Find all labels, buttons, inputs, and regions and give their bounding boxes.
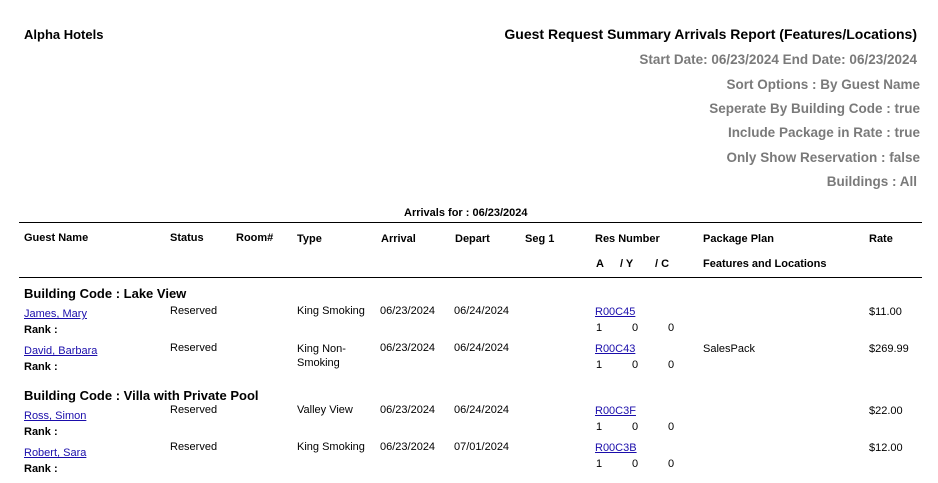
type-cell: Valley View (297, 404, 353, 416)
type-cell: King Smoking (297, 441, 365, 453)
adults-count: 1 (596, 322, 603, 334)
col-features-locations: Features and Locations (703, 258, 827, 270)
arrival-cell: 06/23/2024 (380, 441, 436, 453)
rank-label: Rank : (24, 426, 58, 438)
sort-options: Sort Options : By Guest Name (726, 77, 920, 92)
col-depart: Depart (455, 233, 490, 245)
col-rate: Rate (869, 233, 893, 245)
type-cell: King Smoking (297, 305, 365, 317)
adults-count: 1 (596, 458, 603, 470)
col-seg1: Seg 1 (525, 233, 555, 245)
status-cell: Reserved (170, 404, 218, 416)
rate-cell: $12.00 (869, 442, 903, 454)
rank-label: Rank : (24, 324, 58, 336)
res-number-link[interactable]: R00C3B (595, 442, 637, 454)
company-name: Alpha Hotels (24, 27, 104, 42)
rank-label: Rank : (24, 463, 58, 475)
col-arrival: Arrival (381, 233, 416, 245)
depart-cell: 07/01/2024 (454, 441, 510, 453)
col-adults: A (596, 258, 604, 270)
arrivals-for-date: Arrivals for : 06/23/2024 (404, 207, 528, 219)
rate-cell: $11.00 (869, 306, 902, 318)
header-top-rule (19, 222, 922, 223)
status-cell: Reserved (170, 342, 218, 354)
status-cell: Reserved (170, 305, 218, 317)
arrival-cell: 06/23/2024 (380, 305, 436, 317)
col-status: Status (170, 232, 204, 244)
col-children: / C (655, 258, 670, 270)
youth-count: 0 (632, 458, 639, 470)
rate-cell: $22.00 (869, 405, 903, 417)
youth-count: 0 (632, 359, 639, 371)
youth-count: 0 (632, 421, 639, 433)
col-package-plan: Package Plan (703, 233, 774, 245)
rank-label: Rank : (24, 361, 58, 373)
report-title: Guest Request Summary Arrivals Report (Features/Locations) (504, 26, 917, 42)
col-guest-name: Guest Name (24, 232, 89, 244)
arrival-cell: 06/23/2024 (380, 342, 436, 354)
arrival-cell: 06/23/2024 (380, 404, 436, 416)
rate-cell: $269.99 (869, 343, 909, 355)
res-number-link[interactable]: R00C3F (595, 405, 636, 417)
children-count: 0 (668, 421, 675, 433)
children-count: 0 (668, 322, 675, 334)
building-code-heading: Building Code : Lake View (24, 286, 187, 301)
include-package-option: Include Package in Rate : true (727, 125, 920, 140)
children-count: 0 (668, 458, 675, 470)
col-youth: / Y (620, 258, 634, 270)
adults-count: 1 (596, 421, 603, 433)
only-show-reservation-option: Only Show Reservation : false (726, 150, 920, 165)
buildings-option: Buildings : All (826, 174, 917, 189)
col-room: Room# (236, 232, 274, 244)
col-type: Type (297, 233, 322, 245)
res-number-link[interactable]: R00C43 (595, 343, 636, 355)
guest-name-link[interactable]: Robert, Sara (24, 447, 87, 459)
package-cell: SalesPack (703, 343, 755, 355)
type-cell: King Non-Smoking (297, 343, 346, 369)
guest-name-link[interactable]: Ross, Simon (24, 410, 87, 422)
guest-name-link[interactable]: David, Barbara (24, 345, 98, 357)
header-bottom-rule (19, 277, 922, 278)
col-res-number: Res Number (595, 233, 660, 245)
building-code-heading: Building Code : Villa with Private Pool (24, 388, 259, 403)
separate-by-building-option: Seperate By Building Code : true (709, 101, 920, 116)
res-number-link[interactable]: R00C45 (595, 306, 636, 318)
guest-name-link[interactable]: James, Mary (24, 308, 87, 320)
date-range: Start Date: 06/23/2024 End Date: 06/23/2024 (639, 52, 917, 67)
depart-cell: 06/24/2024 (454, 305, 510, 317)
children-count: 0 (668, 359, 675, 371)
status-cell: Reserved (170, 441, 218, 453)
depart-cell: 06/24/2024 (454, 342, 510, 354)
youth-count: 0 (632, 322, 639, 334)
adults-count: 1 (596, 359, 603, 371)
depart-cell: 06/24/2024 (454, 404, 510, 416)
